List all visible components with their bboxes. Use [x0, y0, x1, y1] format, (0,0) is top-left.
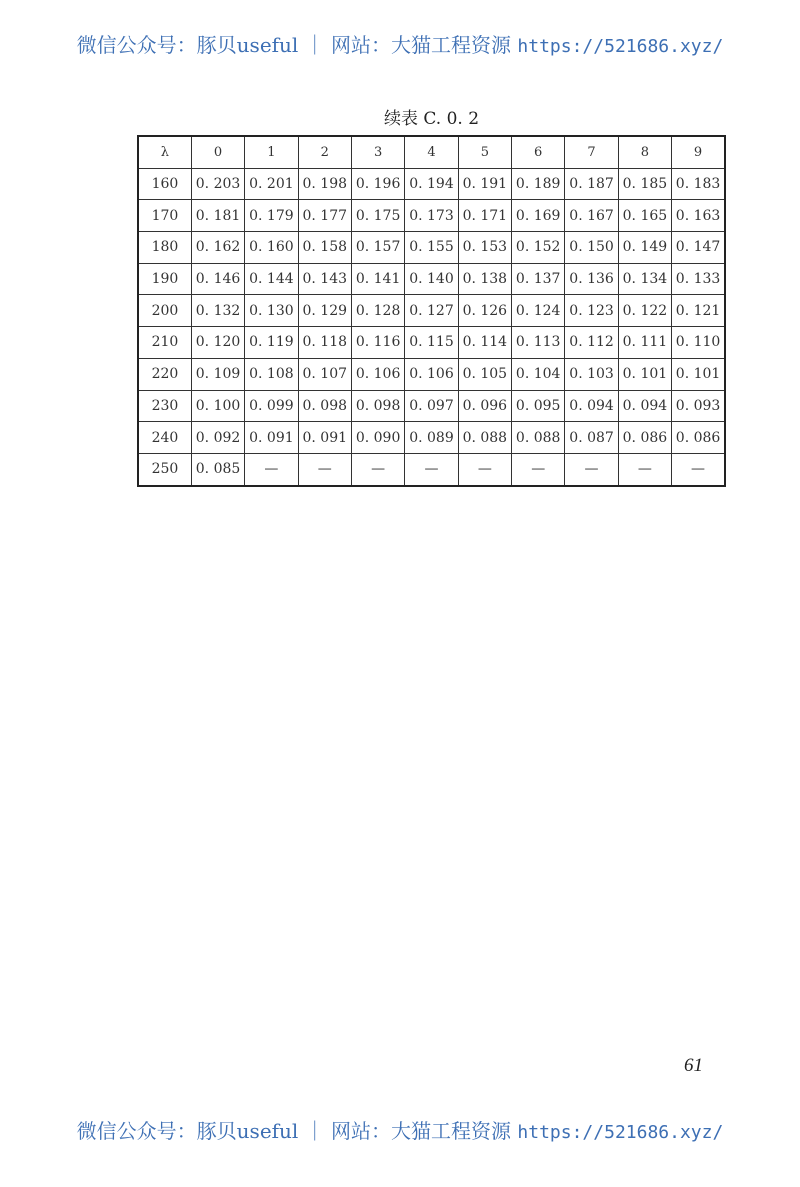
table-cell: 0. 094 [565, 390, 618, 422]
table-cell: — [565, 453, 618, 485]
table-row [138, 422, 725, 454]
watermark-text: 微信公众号：豚贝useful ｜ 网站：大猫工程资源 [76, 1119, 518, 1143]
table-cell: 0. 107 [298, 358, 351, 390]
table-cell: 0. 106 [351, 358, 404, 390]
table-cell: 0. 091 [245, 422, 298, 454]
table-cell: — [245, 453, 298, 485]
table-cell: 0. 141 [351, 263, 404, 295]
table-cell: 0. 179 [245, 200, 298, 232]
table-cell: 0. 147 [672, 232, 725, 264]
watermark-url[interactable]: https://521686.xyz/ [517, 1122, 724, 1143]
table-cell: 0. 121 [672, 295, 725, 327]
table-row [138, 232, 725, 264]
table-cell: 0. 160 [245, 232, 298, 264]
row-lambda-cell: 210 [138, 327, 191, 359]
row-lambda-cell: 200 [138, 295, 191, 327]
table-row [138, 358, 725, 390]
header-col-5: 5 [458, 136, 511, 168]
table-cell: 0. 177 [298, 200, 351, 232]
table-cell: 0. 150 [565, 232, 618, 264]
table-cell: 0. 165 [618, 200, 671, 232]
table-cell: 0. 112 [565, 327, 618, 359]
header-lambda: λ [138, 136, 191, 168]
table-cell: 0. 122 [618, 295, 671, 327]
row-lambda-cell: 250 [138, 453, 191, 485]
header-col-7: 7 [565, 136, 618, 168]
table-body [138, 168, 725, 485]
table-row [138, 453, 725, 485]
table-cell: 0. 149 [618, 232, 671, 264]
table-cell: 0. 103 [565, 358, 618, 390]
table-cell: 0. 133 [672, 263, 725, 295]
table-cell: 0. 134 [618, 263, 671, 295]
table-cell: 0. 099 [245, 390, 298, 422]
table-cell: 0. 106 [405, 358, 458, 390]
table-cell: 0. 152 [512, 232, 565, 264]
table-cell: 0. 120 [191, 327, 244, 359]
header-col-8: 8 [618, 136, 671, 168]
row-lambda-cell: 160 [138, 168, 191, 200]
header-col-4: 4 [405, 136, 458, 168]
table-cell: 0. 198 [298, 168, 351, 200]
page-number: 61 [684, 1055, 703, 1076]
table-cell: 0. 116 [351, 327, 404, 359]
table-cell: 0. 137 [512, 263, 565, 295]
table-cell: 0. 201 [245, 168, 298, 200]
table-cell: 0. 100 [191, 390, 244, 422]
table-cell: 0. 110 [672, 327, 725, 359]
table-cell: 0. 196 [351, 168, 404, 200]
table-row [138, 390, 725, 422]
table-cell: 0. 169 [512, 200, 565, 232]
table-cell: 0. 098 [298, 390, 351, 422]
table-cell: 0. 132 [191, 295, 244, 327]
table-cell: — [618, 453, 671, 485]
table-row [138, 295, 725, 327]
table-cell: 0. 088 [458, 422, 511, 454]
table-cell: 0. 162 [191, 232, 244, 264]
header-col-6: 6 [512, 136, 565, 168]
table-cell: 0. 183 [672, 168, 725, 200]
table-cell: 0. 086 [672, 422, 725, 454]
table-cell: 0. 108 [245, 358, 298, 390]
header-col-3: 3 [351, 136, 404, 168]
table-cell: — [405, 453, 458, 485]
table-cell: 0. 095 [512, 390, 565, 422]
table-cell: — [458, 453, 511, 485]
table-cell: 0. 086 [618, 422, 671, 454]
table-cell: 0. 173 [405, 200, 458, 232]
table-cell: 0. 097 [405, 390, 458, 422]
table-cell: — [298, 453, 351, 485]
table-cell: 0. 136 [565, 263, 618, 295]
table-cell: 0. 090 [351, 422, 404, 454]
table-cell: 0. 094 [618, 390, 671, 422]
table-cell: 0. 140 [405, 263, 458, 295]
table-cell: 0. 126 [458, 295, 511, 327]
watermark-top [0, 29, 800, 58]
table-cell: 0. 143 [298, 263, 351, 295]
row-lambda-cell: 190 [138, 263, 191, 295]
table-cell: 0. 104 [512, 358, 565, 390]
table-cell: 0. 157 [351, 232, 404, 264]
table-cell: 0. 171 [458, 200, 511, 232]
row-lambda-cell: 220 [138, 358, 191, 390]
table-row [138, 263, 725, 295]
table-cell: 0. 189 [512, 168, 565, 200]
table-cell: 0. 119 [245, 327, 298, 359]
table-cell: 0. 175 [351, 200, 404, 232]
table-cell: 0. 191 [458, 168, 511, 200]
row-lambda-cell: 230 [138, 390, 191, 422]
table-cell: 0. 087 [565, 422, 618, 454]
table-cell: — [351, 453, 404, 485]
table-header-row [138, 136, 725, 168]
table-cell: 0. 155 [405, 232, 458, 264]
table-cell: 0. 093 [672, 390, 725, 422]
table-cell: 0. 088 [512, 422, 565, 454]
table-cell: 0. 115 [405, 327, 458, 359]
watermark-text: 微信公众号：豚贝useful ｜ 网站：大猫工程资源 [76, 33, 518, 57]
table-cell: 0. 130 [245, 295, 298, 327]
table-cell: 0. 194 [405, 168, 458, 200]
table-cell: 0. 105 [458, 358, 511, 390]
table-cell: 0. 146 [191, 263, 244, 295]
table-cell: 0. 113 [512, 327, 565, 359]
table-cell: 0. 138 [458, 263, 511, 295]
table-cell: 0. 089 [405, 422, 458, 454]
header-col-1: 1 [245, 136, 298, 168]
header-col-0: 0 [191, 136, 244, 168]
row-lambda-cell: 240 [138, 422, 191, 454]
table-cell: 0. 158 [298, 232, 351, 264]
table-cell: 0. 114 [458, 327, 511, 359]
row-lambda-cell: 180 [138, 232, 191, 264]
table-caption: 续表 C. 0. 2 [383, 109, 480, 129]
table-cell: 0. 101 [618, 358, 671, 390]
table-cell: 0. 085 [191, 453, 244, 485]
table-cell: 0. 187 [565, 168, 618, 200]
table-cell: 0. 181 [191, 200, 244, 232]
table-cell: 0. 118 [298, 327, 351, 359]
table-cell: 0. 096 [458, 390, 511, 422]
table-cell: 0. 128 [351, 295, 404, 327]
table-row [138, 200, 725, 232]
table-cell: 0. 153 [458, 232, 511, 264]
table-cell: 0. 129 [298, 295, 351, 327]
table-cell: 0. 092 [191, 422, 244, 454]
table-cell: 0. 109 [191, 358, 244, 390]
table-cell: 0. 123 [565, 295, 618, 327]
table-row [138, 168, 725, 200]
coefficient-table [137, 135, 726, 487]
row-lambda-cell: 170 [138, 200, 191, 232]
table-cell: 0. 098 [351, 390, 404, 422]
table-cell: — [512, 453, 565, 485]
watermark-url[interactable]: https://521686.xyz/ [517, 36, 724, 57]
watermark-bottom [0, 1115, 800, 1144]
table-cell: 0. 124 [512, 295, 565, 327]
table-cell: 0. 101 [672, 358, 725, 390]
table-cell: 0. 127 [405, 295, 458, 327]
table-cell: 0. 167 [565, 200, 618, 232]
header-col-9: 9 [672, 136, 725, 168]
table-row [138, 327, 725, 359]
table-cell: 0. 163 [672, 200, 725, 232]
table-cell: 0. 144 [245, 263, 298, 295]
table-cell: 0. 203 [191, 168, 244, 200]
table-cell: — [672, 453, 725, 485]
header-col-2: 2 [298, 136, 351, 168]
table-cell: 0. 185 [618, 168, 671, 200]
table-cell: 0. 091 [298, 422, 351, 454]
table-cell: 0. 111 [618, 327, 671, 359]
